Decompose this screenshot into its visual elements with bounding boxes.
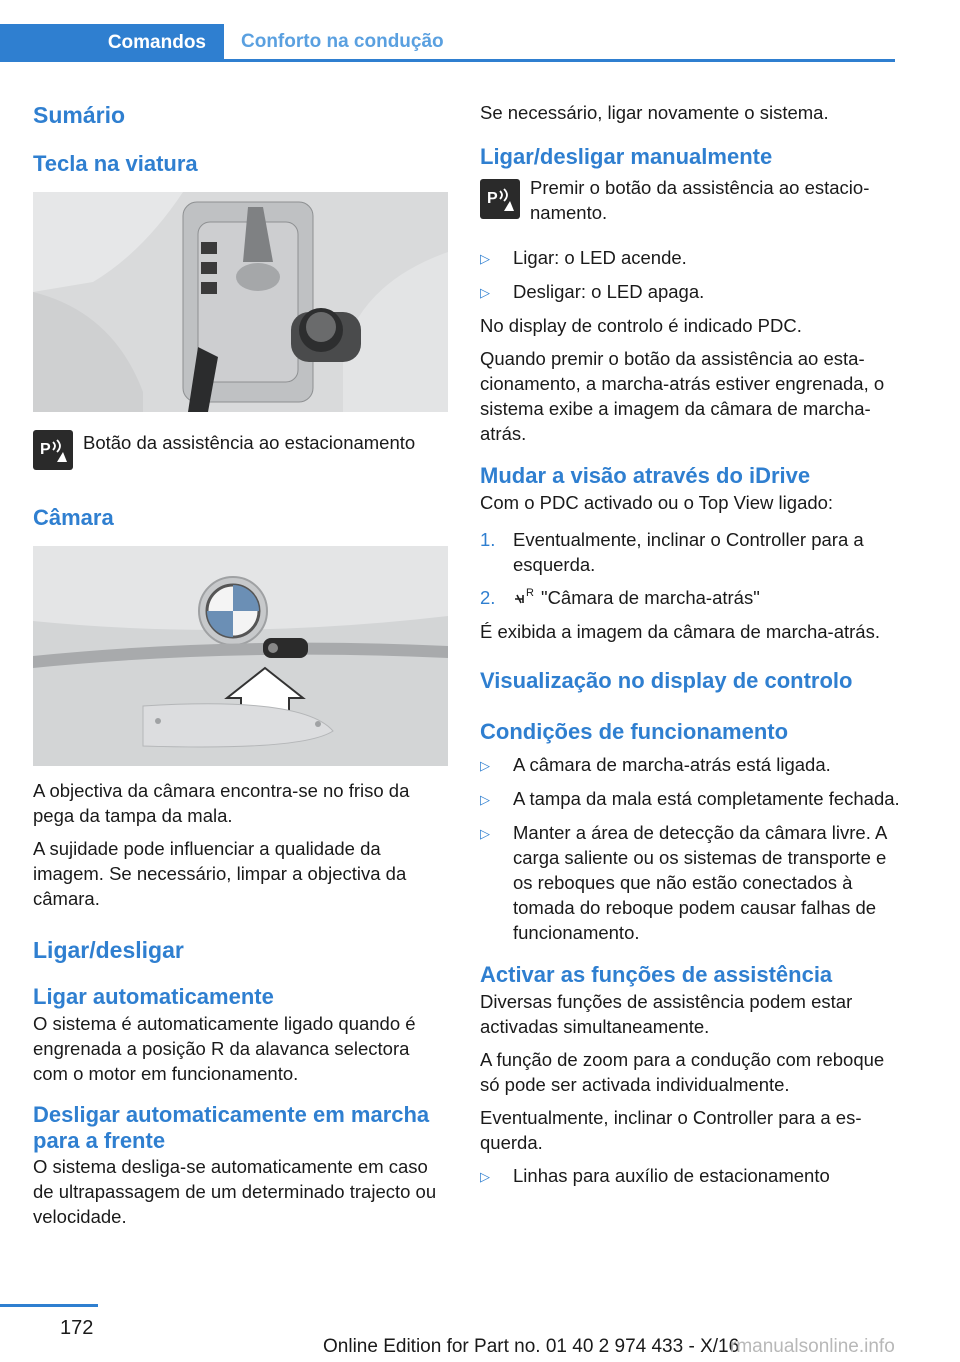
display-paragraph: No display de controlo é indicado PDC. (480, 315, 802, 336)
triangle-bullet-icon: ▷ (480, 285, 490, 300)
svg-text:P: P (487, 190, 498, 207)
activar-paragraph-3: Eventualmente, inclinar o Controller para a esquerda. (480, 1107, 862, 1153)
list-item: ▷ Desligar: o LED apaga. (480, 279, 900, 305)
condicoes-list (480, 752, 900, 945)
list-item: ▷ Manter a área de detecção da câmara livre. A carga saliente ou os sistemas de transporte e os reboques que não estão conectados à tomada do reboque podem causar falhas de funcionamento. (480, 822, 887, 943)
mudar-steps (480, 527, 900, 611)
tab-comandos[interactable]: Comandos (0, 24, 224, 62)
camara-paragraph-2: A sujidade pode influenciar a qualidade da imagem. Se necessário, limpar a objectiva da câmara. (33, 838, 407, 909)
heading-tecla: Tecla na viatura (33, 151, 198, 176)
list-item: ▷ Linhas para auxílio de estacionamento (480, 1163, 900, 1189)
camera-menu-icon (513, 585, 539, 611)
activar-list (480, 1163, 900, 1189)
triangle-bullet-icon: ▷ (480, 758, 490, 773)
ligar-auto-paragraph: O sistema é automaticamente ligado quando é engrenada a posição R da alavanca selectora com o motor em funcionamento. (33, 1013, 416, 1084)
quando-paragraph: Quando premir o botão da assistência ao estacionamento, a marcha-atrás estiver engrenada, o sistema exibe a imagem da câmara de marcha-atrás. (480, 348, 885, 444)
heading-condicoes: Condições de funcionamento (480, 719, 789, 744)
triangle-bullet-icon: ▷ (480, 792, 490, 807)
list-item: ▷ A tampa da mala está completamente fechada. (480, 786, 900, 812)
park-assist-icon (33, 430, 73, 470)
heading-ligar-automaticamente: Ligar automaticamente (33, 984, 274, 1009)
exibida-paragraph: É exibida a imagem da câmara de marcha-atrás. (480, 621, 880, 642)
heading-desligar-automaticamente: Desligar automaticamente em marcha para a frente (33, 1102, 430, 1153)
pdc-button-caption-row (33, 430, 448, 470)
restart-paragraph: Se necessário, ligar novamente o sistema. (480, 102, 829, 123)
svg-text:R: R (526, 587, 534, 599)
heading-ligar-manualmente: Ligar/desligar manualmente (480, 144, 773, 169)
heading-activar: Activar as funções de assistência (480, 962, 833, 987)
page-number: 172 (60, 1317, 94, 1339)
heading-sumario: Sumário (33, 102, 126, 128)
triangle-bullet-icon: ▷ (480, 251, 490, 266)
svg-text:P: P (40, 441, 51, 458)
activar-paragraph-2: A função de zoom para a condução com reboque só pode ser activada individualmente. (480, 1049, 885, 1095)
camara-paragraph-1: A objectiva da câmara encontra-se no friso da pega da tampa da mala. (33, 780, 410, 826)
rear-camera-image (33, 546, 448, 766)
heading-visualizacao: Visualização no display de controlo (480, 668, 853, 693)
right-column (480, 100, 900, 1197)
heading-mudar-visao: Mudar a visão através do iDrive (480, 463, 811, 488)
mudar-paragraph: Com o PDC activado ou o Top View ligado: (480, 492, 834, 513)
desligar-auto-paragraph: O sistema desliga-se automaticamente em caso de ultrapassagem de um determinado trajecto ou velocidade. (33, 1156, 437, 1227)
left-column (33, 100, 448, 1237)
activar-paragraph-1: Diversas funções de assistência podem estar activadas simultaneamente. (480, 991, 853, 1037)
header-rule (0, 59, 895, 62)
manual-icon-text: Premir o botão da assistência ao estacionamento. (530, 177, 870, 223)
manual-list (480, 245, 900, 305)
footer-rule (0, 1304, 98, 1307)
heading-camara: Câmara (33, 505, 114, 530)
triangle-bullet-icon: ▷ (480, 1169, 490, 1184)
pdc-button-caption: Botão da assistência ao estacionamento (83, 432, 416, 453)
heading-ligar-desligar: Ligar/desligar (33, 937, 184, 963)
watermark: rmanualsonline.info (730, 1336, 895, 1357)
manual-icon-row (480, 179, 900, 225)
list-item: ▷ Ligar: o LED acende. (480, 245, 900, 271)
edition-text: Online Edition for Part no. 01 40 2 974 433 - X/16 (323, 1336, 740, 1357)
step-item: 1. Eventualmente, inclinar o Controller para a esquerda. (480, 529, 864, 575)
gear-console-image (33, 192, 448, 412)
park-assist-icon (480, 179, 520, 219)
triangle-bullet-icon: ▷ (480, 826, 490, 841)
step-item: 2. R "Câmara de marcha-atrás" (480, 585, 900, 611)
tab-conforto[interactable]: Conforto na condução (241, 30, 444, 52)
list-item: ▷ A câmara de marcha-atrás está ligada. (480, 752, 900, 778)
